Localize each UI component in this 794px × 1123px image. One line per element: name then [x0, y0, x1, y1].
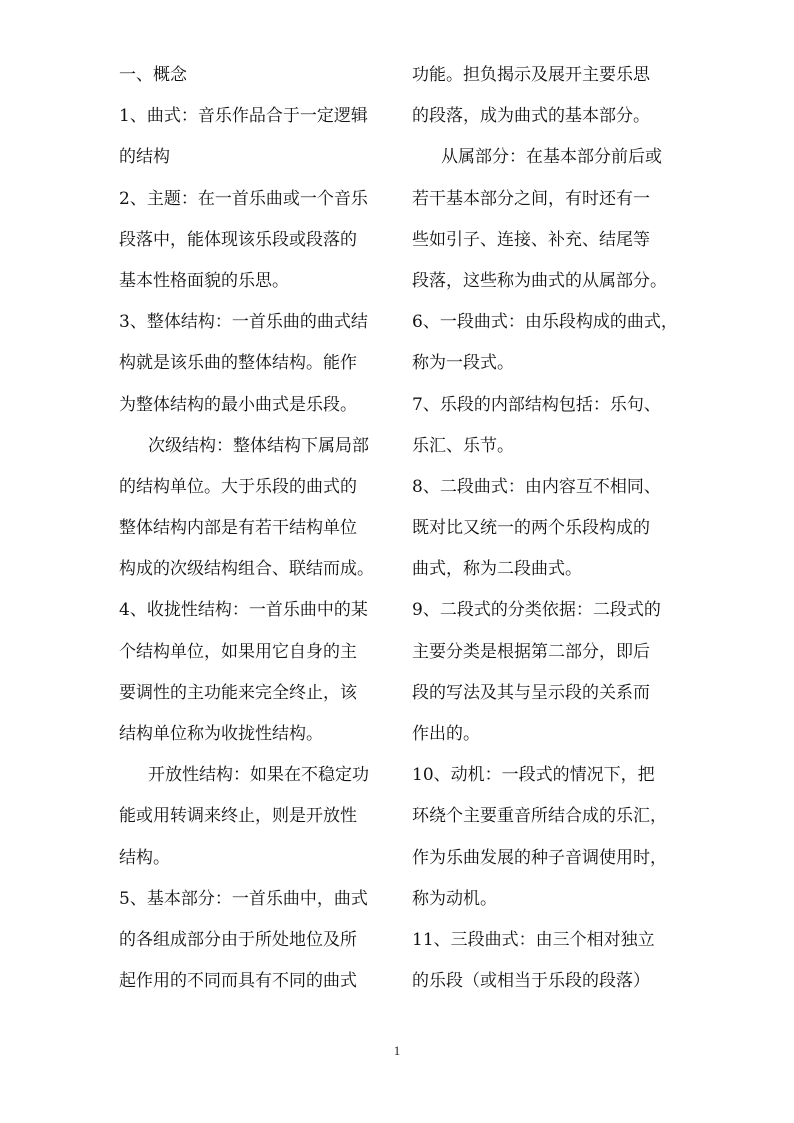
text-line: 的结构	[119, 147, 170, 168]
text-line: 段的写法及其与呈示段的关系而	[412, 682, 650, 703]
text-line: 6、一段曲式：由乐段构成的曲式，	[412, 312, 678, 333]
text-line: 10、动机：一段式的情况下，把	[412, 765, 655, 786]
text-line: 若干基本部分之间，有时还有一	[412, 188, 650, 209]
text-line: 些如引子、连接、补充、结尾等	[412, 229, 650, 250]
text-line: 从属部分：在基本部分前后或	[441, 147, 662, 168]
text-line: 结构单位称为收拢性结构。	[119, 724, 323, 744]
text-line: 作为乐曲发展的种子音调使用时，	[412, 847, 667, 868]
text-line: 次级结构：整体结构下属局部	[148, 435, 369, 456]
text-line: 2、主题：在一首乐曲或一个音乐	[119, 188, 368, 209]
text-line: 要调性的主功能来完全终止，该	[119, 682, 357, 703]
text-line: 为整体结构的最小曲式是乐段。	[119, 394, 357, 415]
text-line: 个结构单位，如果用它自身的主	[119, 641, 357, 662]
text-line: 4、收拢性结构：一首乐曲中的某	[119, 600, 368, 621]
text-line: 开放性结构：如果在不稳定功	[148, 765, 369, 786]
text-line: 11、三段曲式：由三个相对独立	[412, 929, 655, 950]
text-line: 称为一段式。	[412, 353, 514, 374]
text-line: 3、整体结构：一首乐曲的曲式结	[119, 312, 368, 333]
text-line: 9、二段式的分类依据：二段式的	[412, 600, 661, 621]
text-line: 基本性格面貌的乐思。	[119, 270, 289, 291]
page-number: 1	[393, 1043, 401, 1058]
text-line: 环绕个主要重音所结合成的乐汇，	[412, 806, 667, 827]
text-line: 整体结构内部是有若干结构单位	[119, 518, 357, 539]
text-line: 曲式，称为二段曲式。	[412, 559, 582, 580]
text-line: 的各组成部分由于所处地位及所	[119, 929, 357, 950]
text-line: 作出的。	[412, 724, 480, 744]
text-line: 8、二段曲式：由内容互不相同、	[412, 476, 661, 497]
right-column	[412, 59, 688, 1006]
text-line: 既对比又统一的两个乐段构成的	[412, 518, 650, 539]
text-line: 7、乐段的内部结构包括：乐句、	[412, 394, 661, 415]
text-line: 能或用转调来终止，则是开放性	[119, 806, 357, 827]
text-line: 的结构单位。大于乐段的曲式的	[119, 476, 357, 497]
text-line: 5、基本部分：一首乐曲中，曲式	[119, 888, 368, 909]
left-column	[119, 59, 395, 1006]
text-line: 功能。担负揭示及展开主要乐思	[412, 65, 650, 85]
text-line: 1、曲式：音乐作品合于一定逻辑	[119, 106, 368, 127]
text-line: 的段落，成为曲式的基本部分。	[412, 106, 650, 127]
text-line: 构成的次级结构组合、联结而成。	[119, 559, 374, 580]
text-line: 主要分类是根据第二部分，即后	[412, 641, 650, 662]
text-line: 乐汇、乐节。	[412, 435, 514, 456]
text-line: 构就是该乐曲的整体结构。能作	[119, 353, 357, 374]
text-line: 段落中，能体现该乐段或段落的	[119, 229, 357, 250]
text-line: 称为动机。	[412, 888, 497, 909]
text-line: 的乐段（或相当于乐段的段落）	[412, 971, 650, 992]
text-line: 起作用的不同而具有不同的曲式	[119, 971, 357, 992]
text-line: 段落，这些称为曲式的从属部分。	[412, 270, 667, 291]
text-line: 一、概念	[119, 65, 187, 85]
text-line: 结构。	[119, 847, 170, 868]
